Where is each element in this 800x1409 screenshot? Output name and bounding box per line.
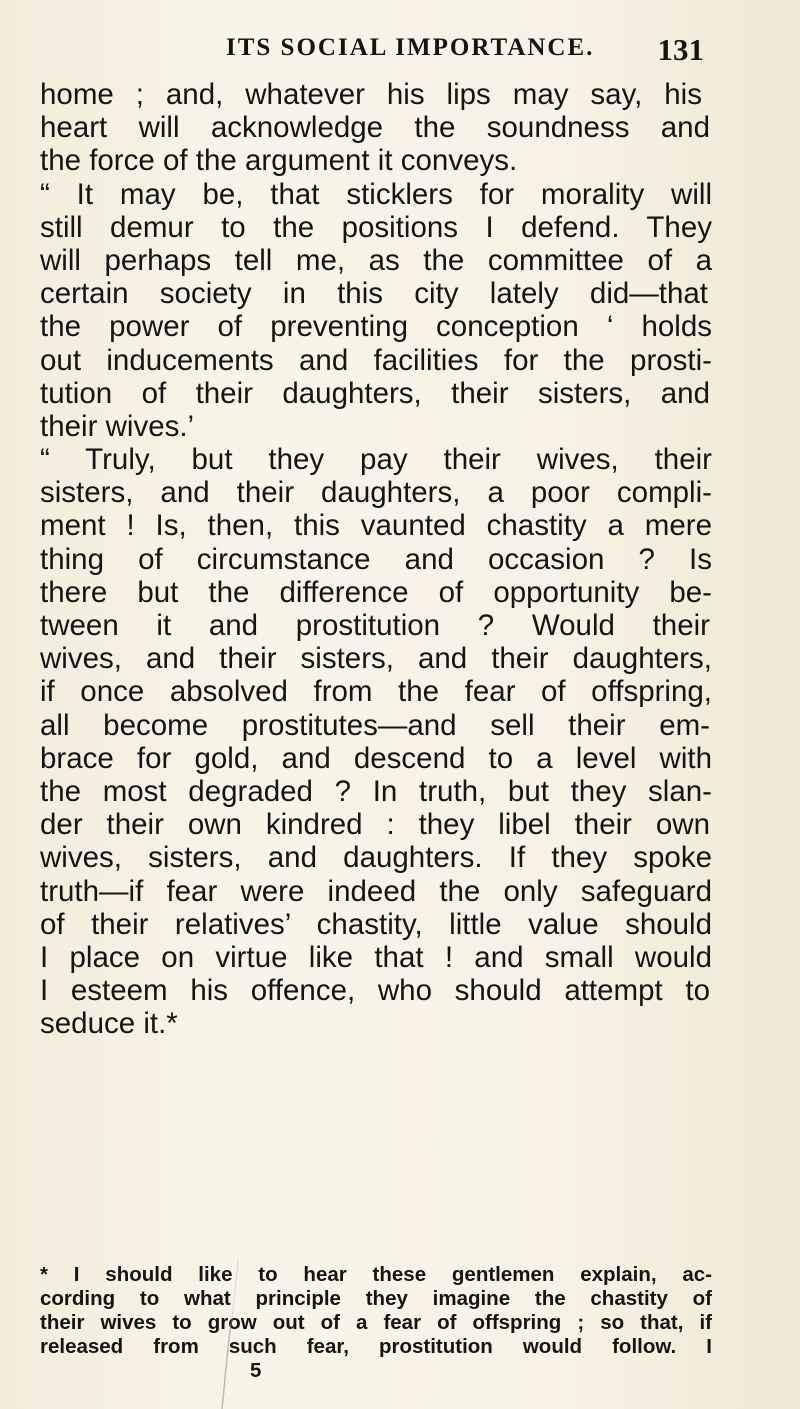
text-line: of their relatives’ chastity, little value should: [40, 907, 712, 941]
text-line: seduce it.*: [40, 1007, 178, 1041]
text-line: the most degraded ? In truth, but they slan-: [40, 774, 712, 808]
text-line: I place on virtue like that ! and small would: [40, 940, 712, 974]
text-line: brace for gold, and descend to a level with: [40, 741, 712, 775]
footnote: [40, 1263, 710, 1383]
text-line: “ It may be, that sticklers for morality will: [40, 177, 712, 211]
text-line: I esteem his offence, who should attempt to: [40, 974, 710, 1008]
text-line: still demur to the positions I defend. They: [40, 210, 712, 244]
page-header: [0, 34, 800, 74]
text-line: tween it and prostitution ? Would their: [40, 609, 710, 642]
text-line: the force of the argument it conveys.: [40, 144, 518, 178]
footnote-line: released from such fear, prostitution would follow. I: [40, 1335, 712, 1358]
text-line: wives, sisters, and daughters. If they spoke: [40, 841, 712, 875]
footnote-line: their wives to grow out of a fear of offspring ; so that, if: [40, 1311, 712, 1334]
text-line: tution of their daughters, their sisters, and: [40, 376, 710, 410]
text-line: all become prostitutes—and sell their em-: [40, 708, 710, 742]
footnote-line: * I should like to hear these gentlemen explain, ac-: [40, 1263, 712, 1286]
text-line: heart will acknowledge the soundness and: [40, 111, 710, 145]
footnote-line: cording to what principle they imagine the chastity of: [40, 1287, 712, 1310]
text-line: their wives.’: [40, 409, 195, 443]
text-line: der their own kindred : they libel their own: [40, 808, 710, 842]
text-line: will perhaps tell me, as the committee of a: [40, 243, 712, 277]
text-line: “ Truly, but they pay their wives, their: [40, 443, 712, 477]
body-text: [40, 78, 710, 1040]
text-line: if once absolved from the fear of offspring,: [40, 675, 712, 709]
text-line: out inducements and facilities for the prosti-: [40, 343, 712, 377]
text-line: sisters, and their daughters, a poor compli-: [40, 476, 712, 510]
signature-mark: 5: [250, 1359, 262, 1382]
text-line: thing of circumstance and occasion ? Is: [40, 542, 712, 576]
text-line: certain society in this city lately did—that: [40, 277, 708, 311]
page-number: 131: [657, 32, 704, 67]
text-line: wives, and their sisters, and their daughters,: [40, 642, 712, 676]
text-line: home ; and, whatever his lips may say, his: [40, 78, 702, 111]
running-head: ITS SOCIAL IMPORTANCE.: [226, 34, 595, 61]
text-line: the power of preventing conception ‘ holds: [40, 310, 712, 344]
text-line: truth—if fear were indeed the only safeguard: [40, 874, 712, 908]
text-line: there but the difference of opportunity be-: [40, 575, 712, 609]
text-line: ment ! Is, then, this vaunted chastity a mere: [40, 509, 712, 543]
